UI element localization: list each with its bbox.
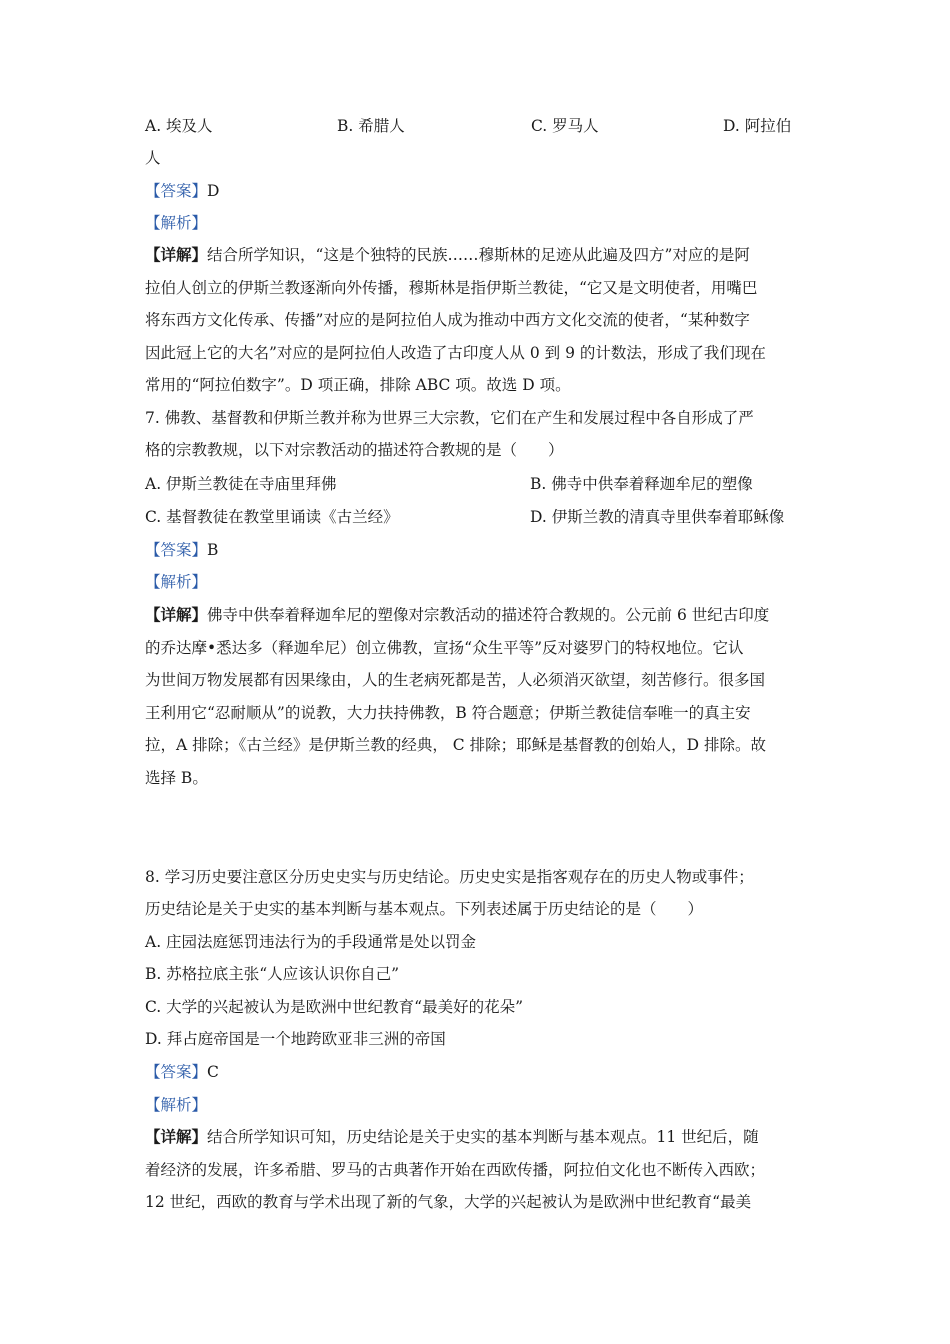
q7-detail-line: 的乔达摩•悉达多（释迦牟尼）创立佛教，宣扬“众生平等”反对婆罗门的特权地位。它认 bbox=[145, 639, 744, 657]
q8-detail-line: 【详解】结合所学知识可知，历史结论是关于史实的基本判断与基本观点。11 世纪后，随 bbox=[145, 1127, 759, 1146]
q7-stem-line: 格的宗教教规，以下对宗教活动的描述符合教规的是（ ） bbox=[145, 441, 564, 459]
answer-tag: 【答案】 bbox=[145, 182, 208, 200]
q7-answer bbox=[145, 539, 218, 561]
q6-analysis-tag: 【解析】 bbox=[145, 214, 208, 232]
q7-option-a: A. 伊斯兰教徒在寺庙里拜佛 bbox=[145, 475, 337, 493]
q8-detail-line: 着经济的发展，许多希腊、罗马的古典著作开始在西欧传播，阿拉伯文化也不断传入西欧； bbox=[145, 1161, 766, 1179]
q7-detail-line: 选择 B。 bbox=[145, 769, 208, 787]
q6-detail-line: 【详解】结合所学知识，“这是个独特的民族……穆斯林的足迹从此遍及四方”对应的是阿 bbox=[145, 245, 750, 264]
q7-option-d: D. 伊斯兰教的清真寺里供奉着耶稣像 bbox=[530, 508, 785, 526]
answer-value: D bbox=[207, 182, 220, 200]
q6-detail-line: 常用的“阿拉伯数字”。D 项正确，排除 ABC 项。故选 D 项。 bbox=[145, 376, 571, 394]
q6-detail-line: 因此冠上它的大名”对应的是阿拉伯人改造了古印度人从 0 到 9 的计数法，形成了我们现在 bbox=[145, 344, 766, 362]
q6-answer bbox=[145, 180, 219, 202]
q7-detail-line: 【详解】佛寺中供奉着释迦牟尼的塑像对宗教活动的描述符合教规的。公元前 6 世纪古印度 bbox=[145, 605, 770, 624]
q8-stem-line: 8. 学习历史要注意区分历史史实与历史结论。历史史实是指客观存在的历史人物或事件； bbox=[145, 868, 754, 886]
answer-value: B bbox=[207, 541, 219, 559]
q6-option-d: D. 阿拉伯 bbox=[723, 117, 792, 135]
q8-detail-line: 12 世纪，西欧的教育与学术出现了新的气象，大学的兴起被认为是欧洲中世纪教育“最美 bbox=[145, 1193, 752, 1211]
q8-option-a: A. 庄园法庭惩罚违法行为的手段通常是处以罚金 bbox=[145, 933, 477, 951]
detail-tag: 【详解】 bbox=[145, 245, 208, 264]
q7-option-c: C. 基督教徒在教堂里诵读《古兰经》 bbox=[145, 508, 399, 526]
q7-stem-line: 7. 佛教、基督教和伊斯兰教并称为世界三大宗教，它们在产生和发展过程中各自形成了严 bbox=[145, 409, 754, 427]
answer-value: C bbox=[207, 1063, 219, 1081]
q6-detail-line: 拉伯人创立的伊斯兰教逐渐向外传播，穆斯林是指伊斯兰教徒，“它又是文明使者，用嘴巴 bbox=[145, 279, 758, 297]
detail-tag: 【详解】 bbox=[145, 605, 208, 624]
q7-detail-line: 为世间万物发展都有因果缘由，人的生老病死都是苦，人必须消灭欲望，刻苦修行。很多国 bbox=[145, 671, 766, 689]
q6-option-a: A. 埃及人 bbox=[145, 117, 213, 135]
answer-tag: 【答案】 bbox=[145, 1063, 208, 1081]
q8-stem-line: 历史结论是关于史实的基本判断与基本观点。下列表述属于历史结论的是（ ） bbox=[145, 900, 704, 918]
q7-detail-line: 拉，A 排除；《古兰经》是伊斯兰教的经典， C 排除；耶稣是基督教的创始人，D 排除。故 bbox=[145, 736, 766, 754]
q8-option-d: D. 拜占庭帝国是一个地跨欧亚非三洲的帝国 bbox=[145, 1030, 446, 1048]
q8-option-c: C. 大学的兴起被认为是欧洲中世纪教育“最美好的花朵” bbox=[145, 998, 524, 1016]
q7-detail-line: 王利用它“忍耐顺从”的说教，大力扶持佛教，B 符合题意；伊斯兰教徒信奉唯一的真主安 bbox=[145, 704, 751, 722]
detail-tag: 【详解】 bbox=[145, 1127, 208, 1146]
q7-option-b: B. 佛寺中供奉着释迦牟尼的塑像 bbox=[530, 475, 753, 493]
q6-option-wrap: 人 bbox=[145, 149, 161, 167]
q6-option-b: B. 希腊人 bbox=[337, 117, 405, 135]
q6-detail-line: 将东西方文化传承、传播”对应的是阿拉伯人成为推动中西方文化交流的使者，“某种数字 bbox=[145, 311, 750, 329]
q8-option-b: B. 苏格拉底主张“人应该认识你自己” bbox=[145, 965, 400, 983]
answer-tag: 【答案】 bbox=[145, 541, 208, 559]
q7-analysis-tag: 【解析】 bbox=[145, 573, 208, 591]
q6-option-c: C. 罗马人 bbox=[531, 117, 599, 135]
q8-answer bbox=[145, 1061, 219, 1083]
q8-analysis-tag: 【解析】 bbox=[145, 1096, 208, 1114]
